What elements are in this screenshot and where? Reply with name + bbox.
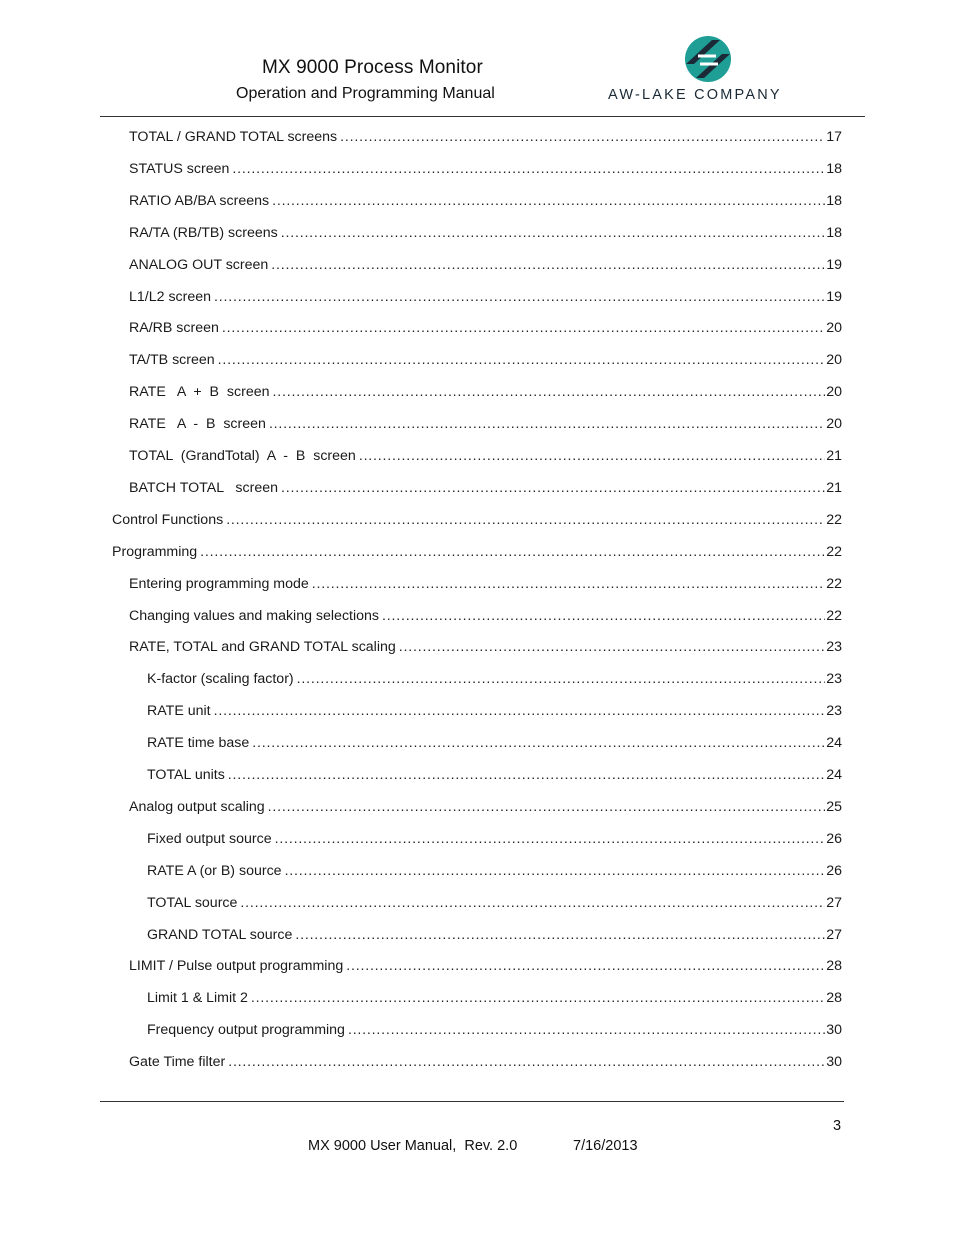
toc-entry-page: 21 bbox=[826, 479, 842, 496]
toc-entry-label: RATE time base bbox=[147, 735, 250, 752]
toc-entry-page: 30 bbox=[826, 1054, 842, 1071]
toc-entry[interactable] bbox=[147, 829, 842, 849]
toc-dot-leader bbox=[340, 127, 825, 147]
toc-entry-label: Frequency output programming bbox=[147, 1022, 345, 1039]
toc-entry-page: 23 bbox=[826, 703, 842, 720]
toc-entry-page: 28 bbox=[826, 958, 842, 975]
toc-entry[interactable] bbox=[129, 191, 842, 211]
toc-entry-label: BATCH TOTAL screen bbox=[129, 479, 279, 496]
toc-entry-label: Changing values and making selections bbox=[129, 607, 380, 624]
toc-entry[interactable] bbox=[129, 1052, 842, 1072]
toc-entry-label: Limit 1 & Limit 2 bbox=[147, 990, 248, 1007]
toc-entry[interactable] bbox=[129, 287, 842, 307]
toc-entry-label: Analog output scaling bbox=[129, 798, 265, 815]
toc-entry-label: Entering programming mode bbox=[129, 575, 309, 592]
toc-entry[interactable] bbox=[147, 765, 842, 785]
toc-entry-page: 27 bbox=[826, 894, 842, 911]
toc-entry-page: 19 bbox=[826, 256, 842, 273]
toc-dot-leader bbox=[312, 574, 825, 594]
footer-document-title: MX 9000 User Manual, Rev. 2.0 bbox=[308, 1138, 518, 1154]
toc-entry[interactable] bbox=[129, 797, 842, 817]
toc-dot-leader bbox=[214, 701, 826, 721]
toc-dot-leader bbox=[272, 191, 825, 211]
toc-dot-leader bbox=[200, 542, 825, 562]
toc-entry[interactable] bbox=[147, 1020, 842, 1040]
toc-entry[interactable] bbox=[129, 414, 842, 434]
toc-entry[interactable] bbox=[147, 988, 842, 1008]
toc-entry[interactable] bbox=[129, 255, 842, 275]
toc-entry-label: TA/TB screen bbox=[129, 352, 215, 369]
aw-lake-logo-icon bbox=[682, 34, 734, 84]
toc-entry[interactable] bbox=[129, 382, 842, 402]
toc-dot-leader bbox=[273, 382, 826, 402]
toc-entry[interactable] bbox=[112, 510, 842, 530]
header-divider bbox=[100, 116, 865, 117]
toc-entry-label: RATE unit bbox=[147, 703, 211, 720]
toc-entry-label: TOTAL source bbox=[147, 894, 238, 911]
toc-dot-leader bbox=[382, 606, 825, 626]
toc-entry[interactable] bbox=[147, 925, 842, 945]
toc-dot-leader bbox=[228, 765, 825, 785]
page-number: 3 bbox=[833, 1118, 842, 1134]
toc-entry[interactable] bbox=[147, 733, 842, 753]
toc-dot-leader bbox=[269, 414, 825, 434]
toc-entry[interactable] bbox=[129, 223, 842, 243]
toc-dot-leader bbox=[240, 893, 825, 913]
toc-entry[interactable] bbox=[129, 318, 842, 338]
toc-entry-page: 22 bbox=[826, 575, 842, 592]
toc-dot-leader bbox=[222, 318, 825, 338]
toc-entry-label: STATUS screen bbox=[129, 160, 230, 177]
toc-entry-page: 20 bbox=[826, 384, 842, 401]
toc-entry-page: 24 bbox=[826, 767, 842, 783]
toc-dot-leader bbox=[281, 478, 825, 498]
toc-entry-page: 20 bbox=[826, 352, 842, 369]
toc-entry-page: 28 bbox=[826, 990, 842, 1007]
toc-entry-label: TOTAL / GRAND TOTAL screens bbox=[129, 129, 338, 145]
toc-dot-leader bbox=[295, 925, 825, 945]
toc-entry-label: ANALOG OUT screen bbox=[129, 256, 269, 273]
toc-entry-page: 26 bbox=[826, 862, 842, 879]
toc-dot-leader bbox=[297, 669, 826, 689]
toc-dot-leader bbox=[268, 797, 826, 817]
toc-entry-label: L1/L2 screen bbox=[129, 288, 212, 305]
toc-entry-page: 17 bbox=[826, 129, 842, 145]
toc-dot-leader bbox=[226, 510, 825, 530]
toc-entry[interactable] bbox=[129, 574, 842, 594]
toc-dot-leader bbox=[251, 988, 825, 1008]
toc-dot-leader bbox=[348, 1020, 825, 1040]
toc-dot-leader bbox=[285, 861, 826, 881]
toc-entry[interactable] bbox=[129, 637, 842, 657]
toc-dot-leader bbox=[281, 223, 825, 243]
toc-entry-page: 30 bbox=[826, 1022, 842, 1039]
toc-entry[interactable] bbox=[147, 669, 842, 689]
toc-entry[interactable] bbox=[129, 956, 842, 976]
document-subtitle: Operation and Programming Manual bbox=[236, 85, 495, 102]
toc-dot-leader bbox=[399, 637, 825, 657]
toc-entry-page: 22 bbox=[826, 607, 842, 624]
toc-entry[interactable] bbox=[147, 701, 842, 721]
toc-entry-page: 20 bbox=[826, 320, 842, 337]
toc-entry[interactable] bbox=[147, 861, 842, 881]
document-title: MX 9000 Process Monitor bbox=[262, 57, 483, 78]
toc-dot-leader bbox=[218, 350, 826, 370]
toc-entry-label: Gate Time filter bbox=[129, 1054, 226, 1071]
toc-entry-label: RATE A (or B) source bbox=[147, 862, 282, 879]
toc-entry-page: 22 bbox=[826, 543, 842, 560]
toc-entry[interactable] bbox=[129, 446, 842, 466]
toc-dot-leader bbox=[228, 1052, 825, 1072]
toc-dot-leader bbox=[275, 829, 826, 849]
toc-entry-page: 26 bbox=[826, 830, 842, 847]
toc-entry[interactable] bbox=[112, 542, 842, 562]
toc-entry[interactable] bbox=[129, 606, 842, 626]
toc-entry-label: Programming bbox=[112, 543, 198, 560]
toc-entry-label: RATE A - B screen bbox=[129, 416, 266, 433]
toc-entry-label: RA/RB screen bbox=[129, 320, 219, 337]
toc-entry-label: RATE, TOTAL and GRAND TOTAL scaling bbox=[129, 639, 396, 656]
toc-entry[interactable] bbox=[147, 893, 842, 913]
footer-divider bbox=[100, 1101, 844, 1102]
company-logo bbox=[606, 34, 818, 106]
toc-dot-leader bbox=[232, 159, 825, 179]
toc-entry-label: TOTAL (GrandTotal) A - B screen bbox=[129, 448, 356, 464]
toc-entry-label: GRAND TOTAL source bbox=[147, 926, 293, 943]
toc-entry-label: LIMIT / Pulse output programming bbox=[129, 958, 344, 975]
toc-entry[interactable] bbox=[129, 478, 842, 498]
toc-entry-label: Fixed output source bbox=[147, 830, 272, 847]
toc-entry-label: RA/TA (RB/TB) screens bbox=[129, 224, 278, 241]
logo-wordmark: AW-LAKE COMPANY bbox=[608, 87, 782, 103]
toc-entry-page: 23 bbox=[826, 671, 842, 688]
toc-entry-page: 18 bbox=[826, 224, 842, 241]
toc-entry-page: 18 bbox=[826, 192, 842, 209]
toc-entry-page: 20 bbox=[826, 416, 842, 433]
toc-dot-leader bbox=[346, 956, 825, 976]
toc-entry-label: RATE A + B screen bbox=[129, 384, 270, 401]
toc-entry-label: TOTAL units bbox=[147, 767, 225, 783]
toc-entry[interactable] bbox=[129, 127, 842, 147]
toc-entry-page: 19 bbox=[826, 288, 842, 305]
toc-entry[interactable] bbox=[129, 350, 842, 370]
toc-entry-label: RATIO AB/BA screens bbox=[129, 192, 270, 209]
toc-entry-label: K-factor (scaling factor) bbox=[147, 671, 294, 688]
toc-dot-leader bbox=[271, 255, 825, 275]
toc-entry-page: 24 bbox=[826, 735, 842, 752]
toc-entry-page: 22 bbox=[826, 511, 842, 528]
toc-entry-page: 23 bbox=[826, 639, 842, 656]
toc-entry-page: 18 bbox=[826, 160, 842, 177]
toc-entry-page: 27 bbox=[826, 926, 842, 943]
footer-date: 7/16/2013 bbox=[573, 1138, 638, 1154]
toc-entry-page: 25 bbox=[826, 798, 842, 815]
toc-dot-leader bbox=[359, 446, 825, 466]
toc-dot-leader bbox=[252, 733, 825, 753]
toc-entry[interactable] bbox=[129, 159, 842, 179]
toc-dot-leader bbox=[214, 287, 825, 307]
toc-entry-label: Control Functions bbox=[112, 511, 224, 528]
toc-entry-page: 21 bbox=[826, 448, 842, 464]
